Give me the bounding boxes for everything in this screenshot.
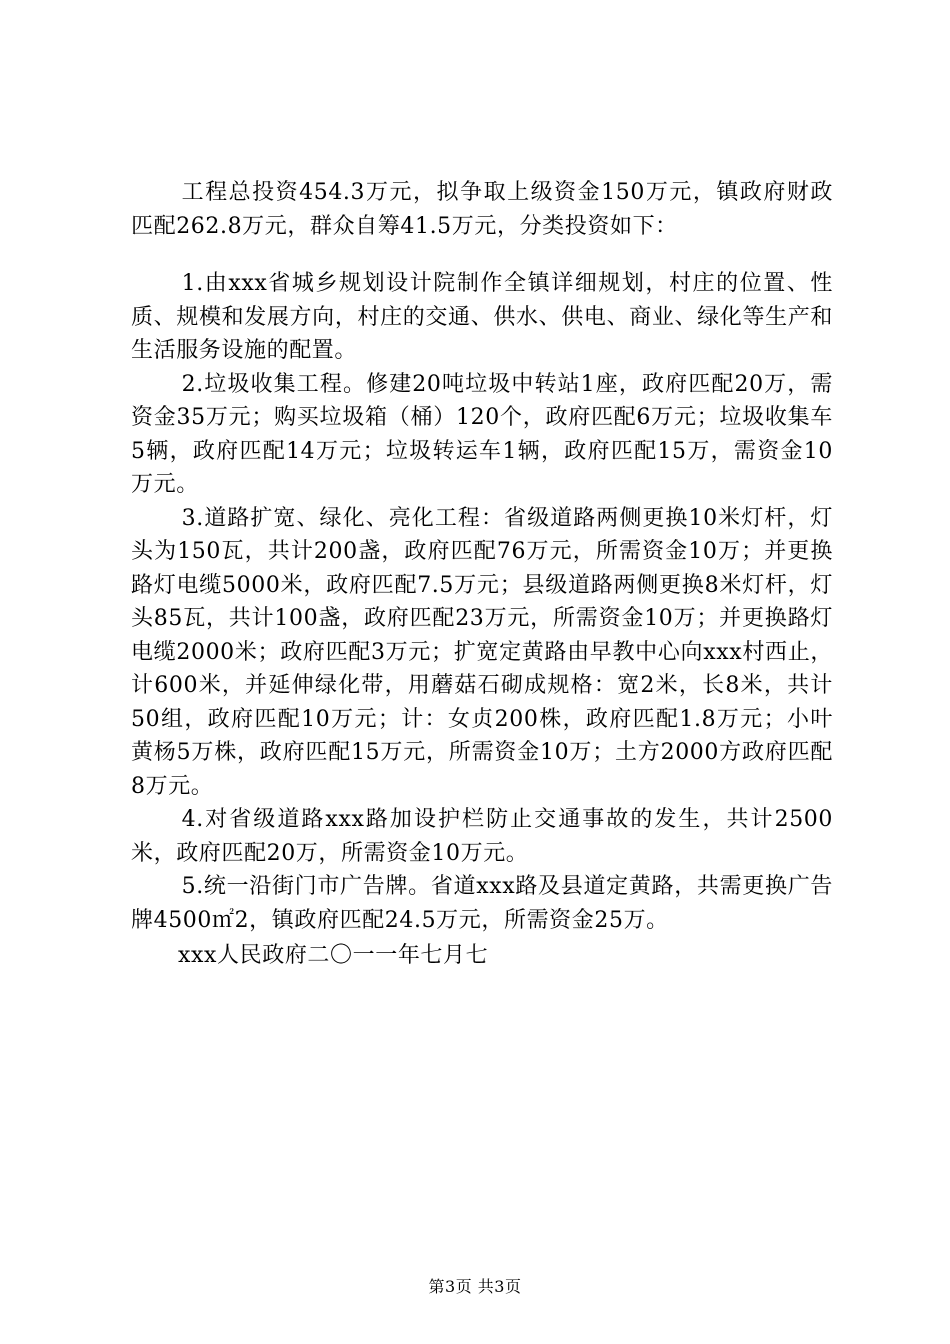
- paragraph-spacer: [131, 243, 833, 267]
- item-paragraph-1: 1.由xxx省城乡规划设计院制作全镇详细规划，村庄的位置、性质、规模和发展方向，村庄的交通、供水、供电、商业、绿化等生产和生活服务设施的配置。: [131, 271, 833, 363]
- item-paragraph-4: 4.对省级道路xxx路加设护栏防止交通事故的发生，共计2500米，政府匹配20万，所需资金10万元。: [131, 807, 833, 866]
- item-paragraph-5: 5.统一沿街门市广告牌。省道xxx路及县道定黄路，共需更换广告牌4500㎡2，镇政府匹配24.5万元，所需资金25万。: [131, 874, 833, 933]
- document-body: [131, 176, 833, 937]
- signature-line: xxx人民政府二〇一一年七月七: [178, 943, 489, 968]
- item-paragraph-2: 2.垃圾收集工程。修建20吨垃圾中转站1座，政府匹配20万，需资金35万元；购买垃圾箱（桶）120个，政府匹配6万元；垃圾收集车5辆，政府匹配14万元；垃圾转运车1辆，政府匹配15万，需资金10万元。: [131, 371, 833, 497]
- page-footer: 第3页 共3页: [428, 1277, 522, 1296]
- intro-paragraph: 工程总投资454.3万元，拟争取上级资金150万元，镇政府财政匹配262.8万元，群众自筹41.5万元，分类投资如下：: [131, 180, 833, 239]
- item-paragraph-3: 3.道路扩宽、绿化、亮化工程：省级道路两侧更换10米灯杆，灯头为150瓦，共计200盏，政府匹配76万元，所需资金10万；并更换路灯电缆5000米，政府匹配7.5万元；县级道路两侧更换8米灯杆，灯头85瓦，共计100盏，政府匹配23万元，所需资金10万；并更换路灯电缆2000米；政府匹配3万元；扩宽定黄路由早教中心向xxx村西止，计600米，并延伸绿化带，用蘑菇石砌成规格：宽2米，长8米，共计50组，政府匹配10万元；计：女贞200株，政府匹配1.8万元；小叶黄杨5万株，政府匹配15万元，所需资金10万；土方2000方政府匹配8万元。: [131, 505, 833, 799]
